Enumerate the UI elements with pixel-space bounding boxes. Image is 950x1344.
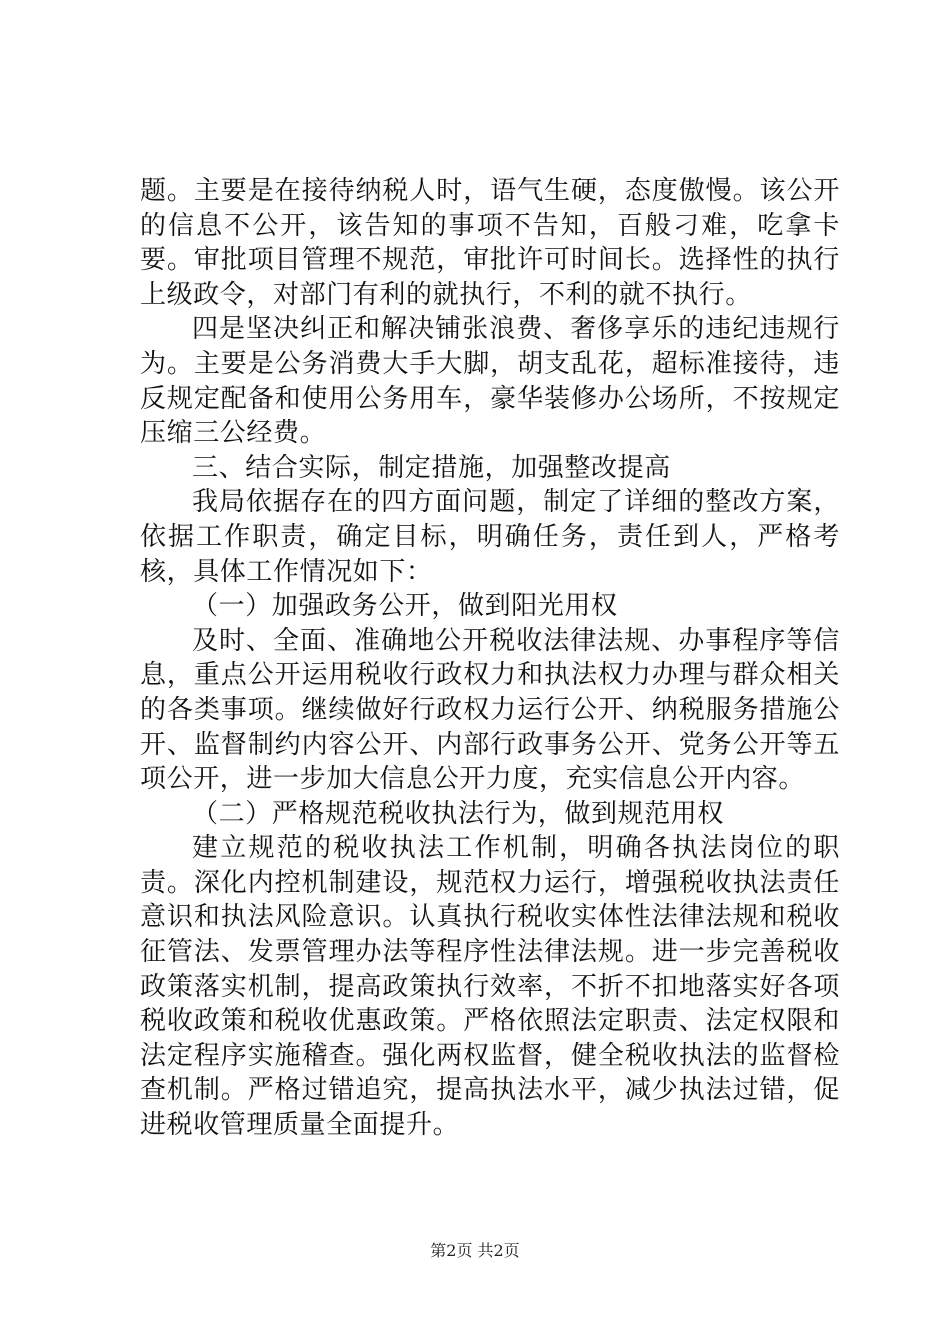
subheading-two: （二）严格规范税收执法行为，做到规范用权 bbox=[192, 798, 725, 829]
page-number-footer: 第2页 共2页 bbox=[430, 1241, 520, 1260]
paragraph-point-four: 四是坚决纠正和解决铺张浪费、奢侈享乐的违纪违规行为。主要是公务消费大手大脚，胡支乱花，超标准接待，违反规定配备和使用公务用车，豪华装修办公场所，不按规定压缩三公经费。 bbox=[140, 314, 840, 449]
paragraph-enforcement: 建立规范的税收执法工作机制，明确各执法岗位的职责。深化内控机制建设，规范权力运行，增强税收执法责任意识和执法风险意识。认真执行税收实体性法律法规和税收征管法、发票管理办法等程序性法律法规。进一步完善税收政策落实机制，提高政策执行效率，不折不扣地落实好各项税收政策和税收优惠政策。严格依照法定职责、法定权限和法定程序实施稽查。强化两权监督，健全税收执法的监督检查机制。严格过错追究，提高执法水平，减少执法过错，促进税收管理质量全面提升。 bbox=[140, 833, 840, 1141]
subheading-one: （一）加强政务公开，做到阳光用权 bbox=[192, 591, 618, 622]
section-heading-three: 三、结合实际，制定措施，加强整改提高 bbox=[192, 452, 671, 483]
paragraph-disclosure: 及时、全面、准确地公开税收法律法规、办事程序等信息，重点公开运用税收行政权力和执法权力办理与群众相关的各类事项。继续做好行政权力运行公开、纳税服务措施公开、监督制约内容公开、内部行政事务公开、党务公开等五项公开，进一步加大信息公开力度，充实信息公开内容。 bbox=[140, 625, 840, 795]
paragraph-continuation: 题。主要是在接待纳税人时，语气生硬，态度傲慢。该公开的信息不公开，该告知的事项不告知，百般刁难，吃拿卡要。审批项目管理不规范，审批许可时间长。选择性的执行上级政令，对部门有利的就执行，不利的就不执行。 bbox=[140, 176, 840, 310]
document-body bbox=[140, 174, 840, 1143]
paragraph-rectification-plan: 我局依据存在的四方面问题，制定了详细的整改方案，依据工作职责，确定目标，明确任务，责任到人，严格考核，具体工作情况如下： bbox=[140, 487, 840, 587]
